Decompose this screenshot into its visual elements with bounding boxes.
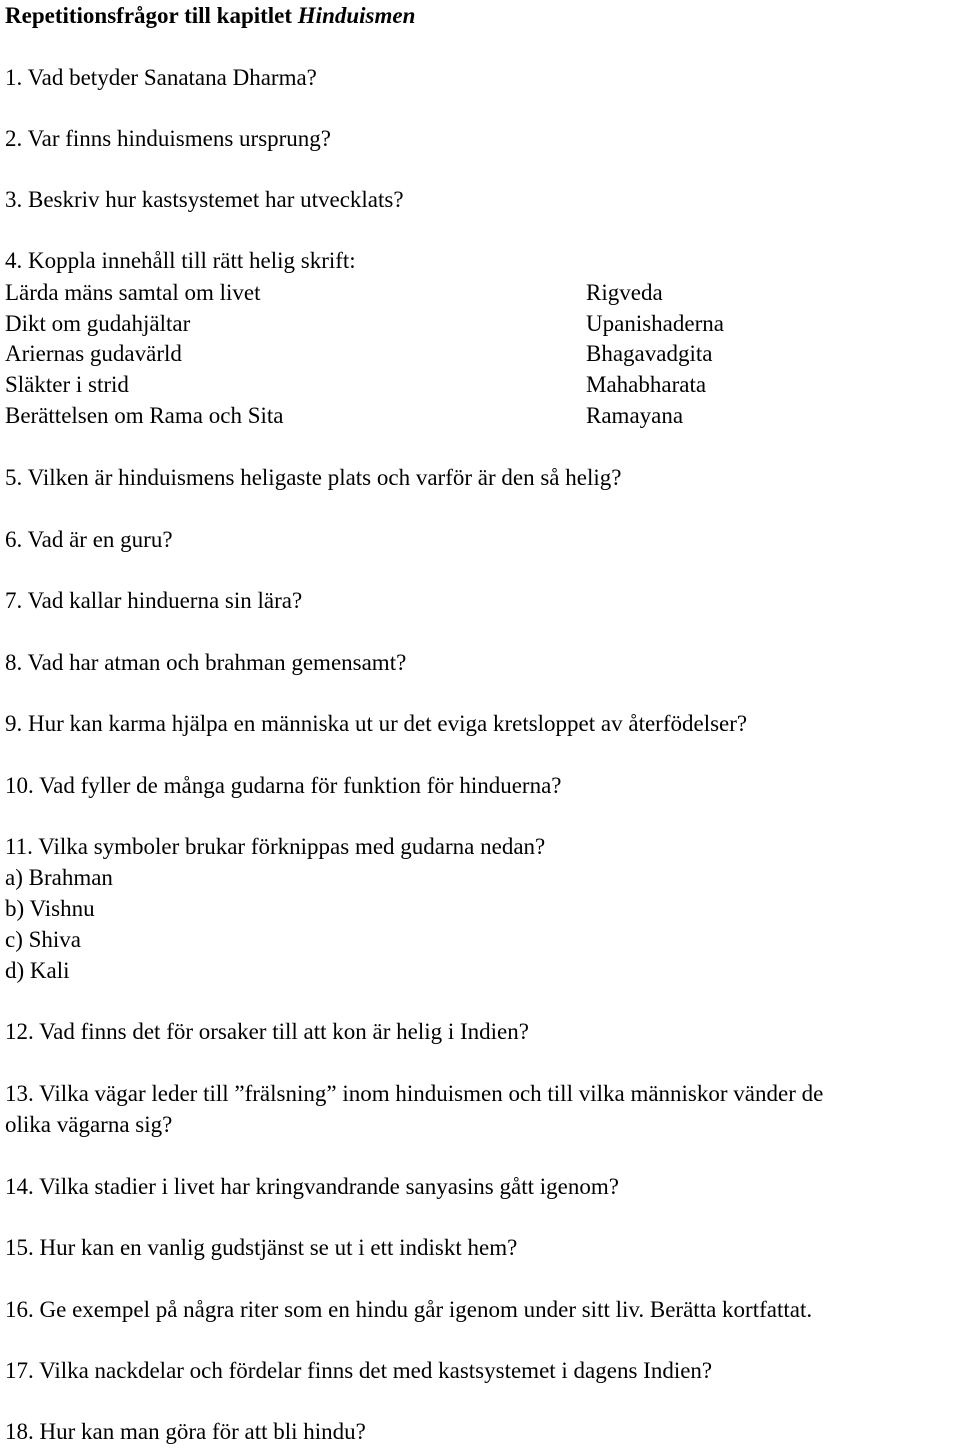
question-4: 4. Koppla innehåll till rätt helig skrift: <box>5 248 356 273</box>
q4-content-item: Lärda mäns samtal om livet <box>5 280 261 305</box>
q4-content-item: Dikt om gudahjältar <box>5 311 191 336</box>
title-subject: Hinduismen <box>297 3 416 28</box>
question-18: 18. Hur kan man göra för att bli hindu? <box>5 1419 366 1444</box>
question-10: 10. Vad fyller de många gudarna för funktion för hinduerna? <box>5 773 562 798</box>
q4-scripture-item: Bhagavadgita <box>586 341 713 366</box>
q11-god-item: b) Vishnu <box>5 896 95 921</box>
question-14: 14. Vilka stadier i livet har kringvandrande sanyasins gått igenom? <box>5 1174 619 1199</box>
q4-scripture-item: Rigveda <box>586 280 663 305</box>
question-17: 17. Vilka nackdelar och fördelar finns det med kastsystemet i dagens Indien? <box>5 1358 713 1383</box>
q4-content-item: Berättelsen om Rama och Sita <box>5 403 284 428</box>
q11-god-item: c) Shiva <box>5 927 82 952</box>
q4-scripture-item: Ramayana <box>586 403 684 428</box>
q4-content-item: Släkter i strid <box>5 372 129 397</box>
q4-scripture-item: Upanishaderna <box>586 311 724 336</box>
question-11: 11. Vilka symboler brukar förknippas med gudarna nedan? <box>5 834 546 859</box>
question-12: 12. Vad finns det för orsaker till att kon är helig i Indien? <box>5 1019 529 1044</box>
question-1: 1. Vad betyder Sanatana Dharma? <box>5 65 317 90</box>
q11-god-item: d) Kali <box>5 958 70 983</box>
page-title <box>5 3 415 29</box>
question-15: 15. Hur kan en vanlig gudstjänst se ut i ett indiskt hem? <box>5 1235 518 1260</box>
question-2: 2. Var finns hinduismens ursprung? <box>5 126 332 151</box>
question-5: 5. Vilken är hinduismens heligaste plats och varför är den så helig? <box>5 465 622 490</box>
title-prefix: Repetitionsfrågor till kapitlet <box>5 3 298 28</box>
question-16: 16. Ge exempel på några riter som en hindu går igenom under sitt liv. Berätta kortfattat. <box>5 1297 813 1322</box>
question-7: 7. Vad kallar hinduerna sin lära? <box>5 588 303 613</box>
q4-scripture-item: Mahabharata <box>586 372 707 397</box>
q11-god-item: a) Brahman <box>5 865 113 890</box>
question-3: 3. Beskriv hur kastsystemet har utvecklats? <box>5 187 404 212</box>
question-13-line2: olika vägarna sig? <box>5 1112 173 1137</box>
question-8: 8. Vad har atman och brahman gemensamt? <box>5 650 407 675</box>
q4-content-item: Ariernas gudavärld <box>5 341 182 366</box>
question-9: 9. Hur kan karma hjälpa en människa ut ur det eviga kretsloppet av återfödelser? <box>5 711 748 736</box>
question-13-line1: 13. Vilka vägar leder till ”frälsning” inom hinduismen och till vilka människor vänder de <box>5 1081 824 1106</box>
question-6: 6. Vad är en guru? <box>5 527 173 552</box>
